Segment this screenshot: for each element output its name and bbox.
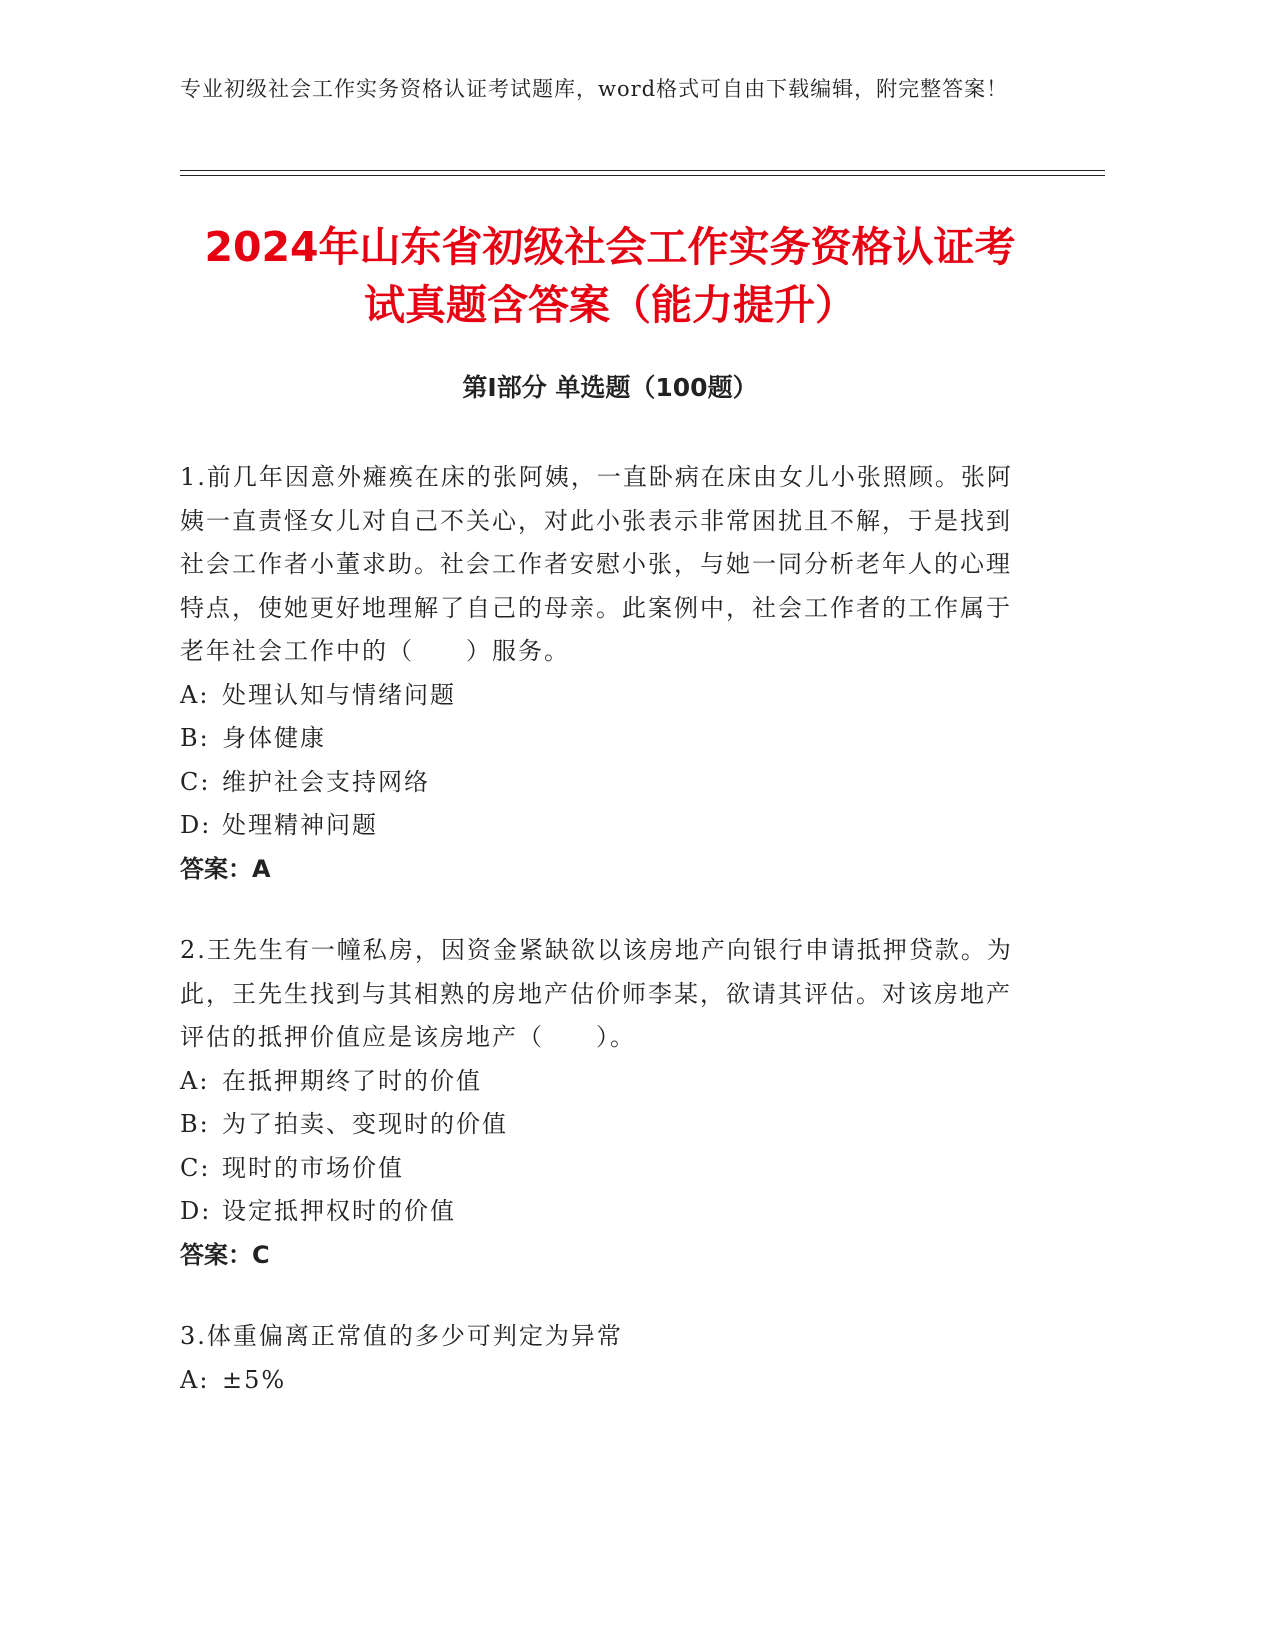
question-stem: 3.体重偏离正常值的多少可判定为异常 (180, 1322, 623, 1350)
header-rule-bottom (180, 175, 1105, 176)
option-a: A: 在抵押期终了时的价值 (180, 1066, 482, 1095)
title-line-2: 试真题含答案（能力提升） (364, 281, 856, 329)
option-b: B: 为了拍卖、变现时的价值 (180, 1110, 508, 1138)
option-b: B: 身体健康 (180, 724, 326, 752)
header-rule-top (180, 170, 1105, 171)
question-1 (180, 456, 1020, 891)
question-2 (180, 929, 1020, 1277)
answer-text: 答案：C (180, 1240, 270, 1269)
question-list (180, 456, 1020, 1440)
question-3 (180, 1315, 1020, 1402)
section-heading: 第I部分 单选题（100题） (462, 373, 758, 402)
page-title (140, 218, 1080, 334)
option-a: A: 处理认知与情绪问题 (180, 680, 456, 709)
option-d: D: 处理精神问题 (180, 811, 378, 839)
title-line-1: 2024年山东省初级社会工作实务资格认证考 (204, 223, 1016, 271)
option-a: A: ±5% (180, 1365, 287, 1394)
option-d: D: 设定抵押权时的价值 (180, 1197, 456, 1225)
question-stem: 1.前几年因意外瘫痪在床的张阿姨，一直卧病在床由女儿小张照顾。张阿姨一直责怪女儿对自己不关心，对此小张表示非常困扰且不解，于是找到社会工作者小董求助。社会工作者安慰小张，与她一同分析老年人的心理特点，使她更好地理解了自己的母亲。此案例中，社会工作者的工作属于老年社会工作中的（ ）服务。 (180, 463, 1013, 665)
question-stem: 2.王先生有一幢私房，因资金紧缺欲以该房地产向银行申请抵押贷款。为此，王先生找到与其相熟的房地产估价师李某，欲请其评估。对该房地产评估的抵押价值应是该房地产（ ）。 (180, 936, 1013, 1051)
option-c: C: 现时的市场价值 (180, 1153, 404, 1182)
answer-text: 答案：A (180, 854, 271, 883)
option-c: C: 维护社会支持网络 (180, 767, 430, 796)
header-note: 专业初级社会工作实务资格认证考试题库，word格式可自由下载编辑，附完整答案！ (180, 77, 1009, 101)
